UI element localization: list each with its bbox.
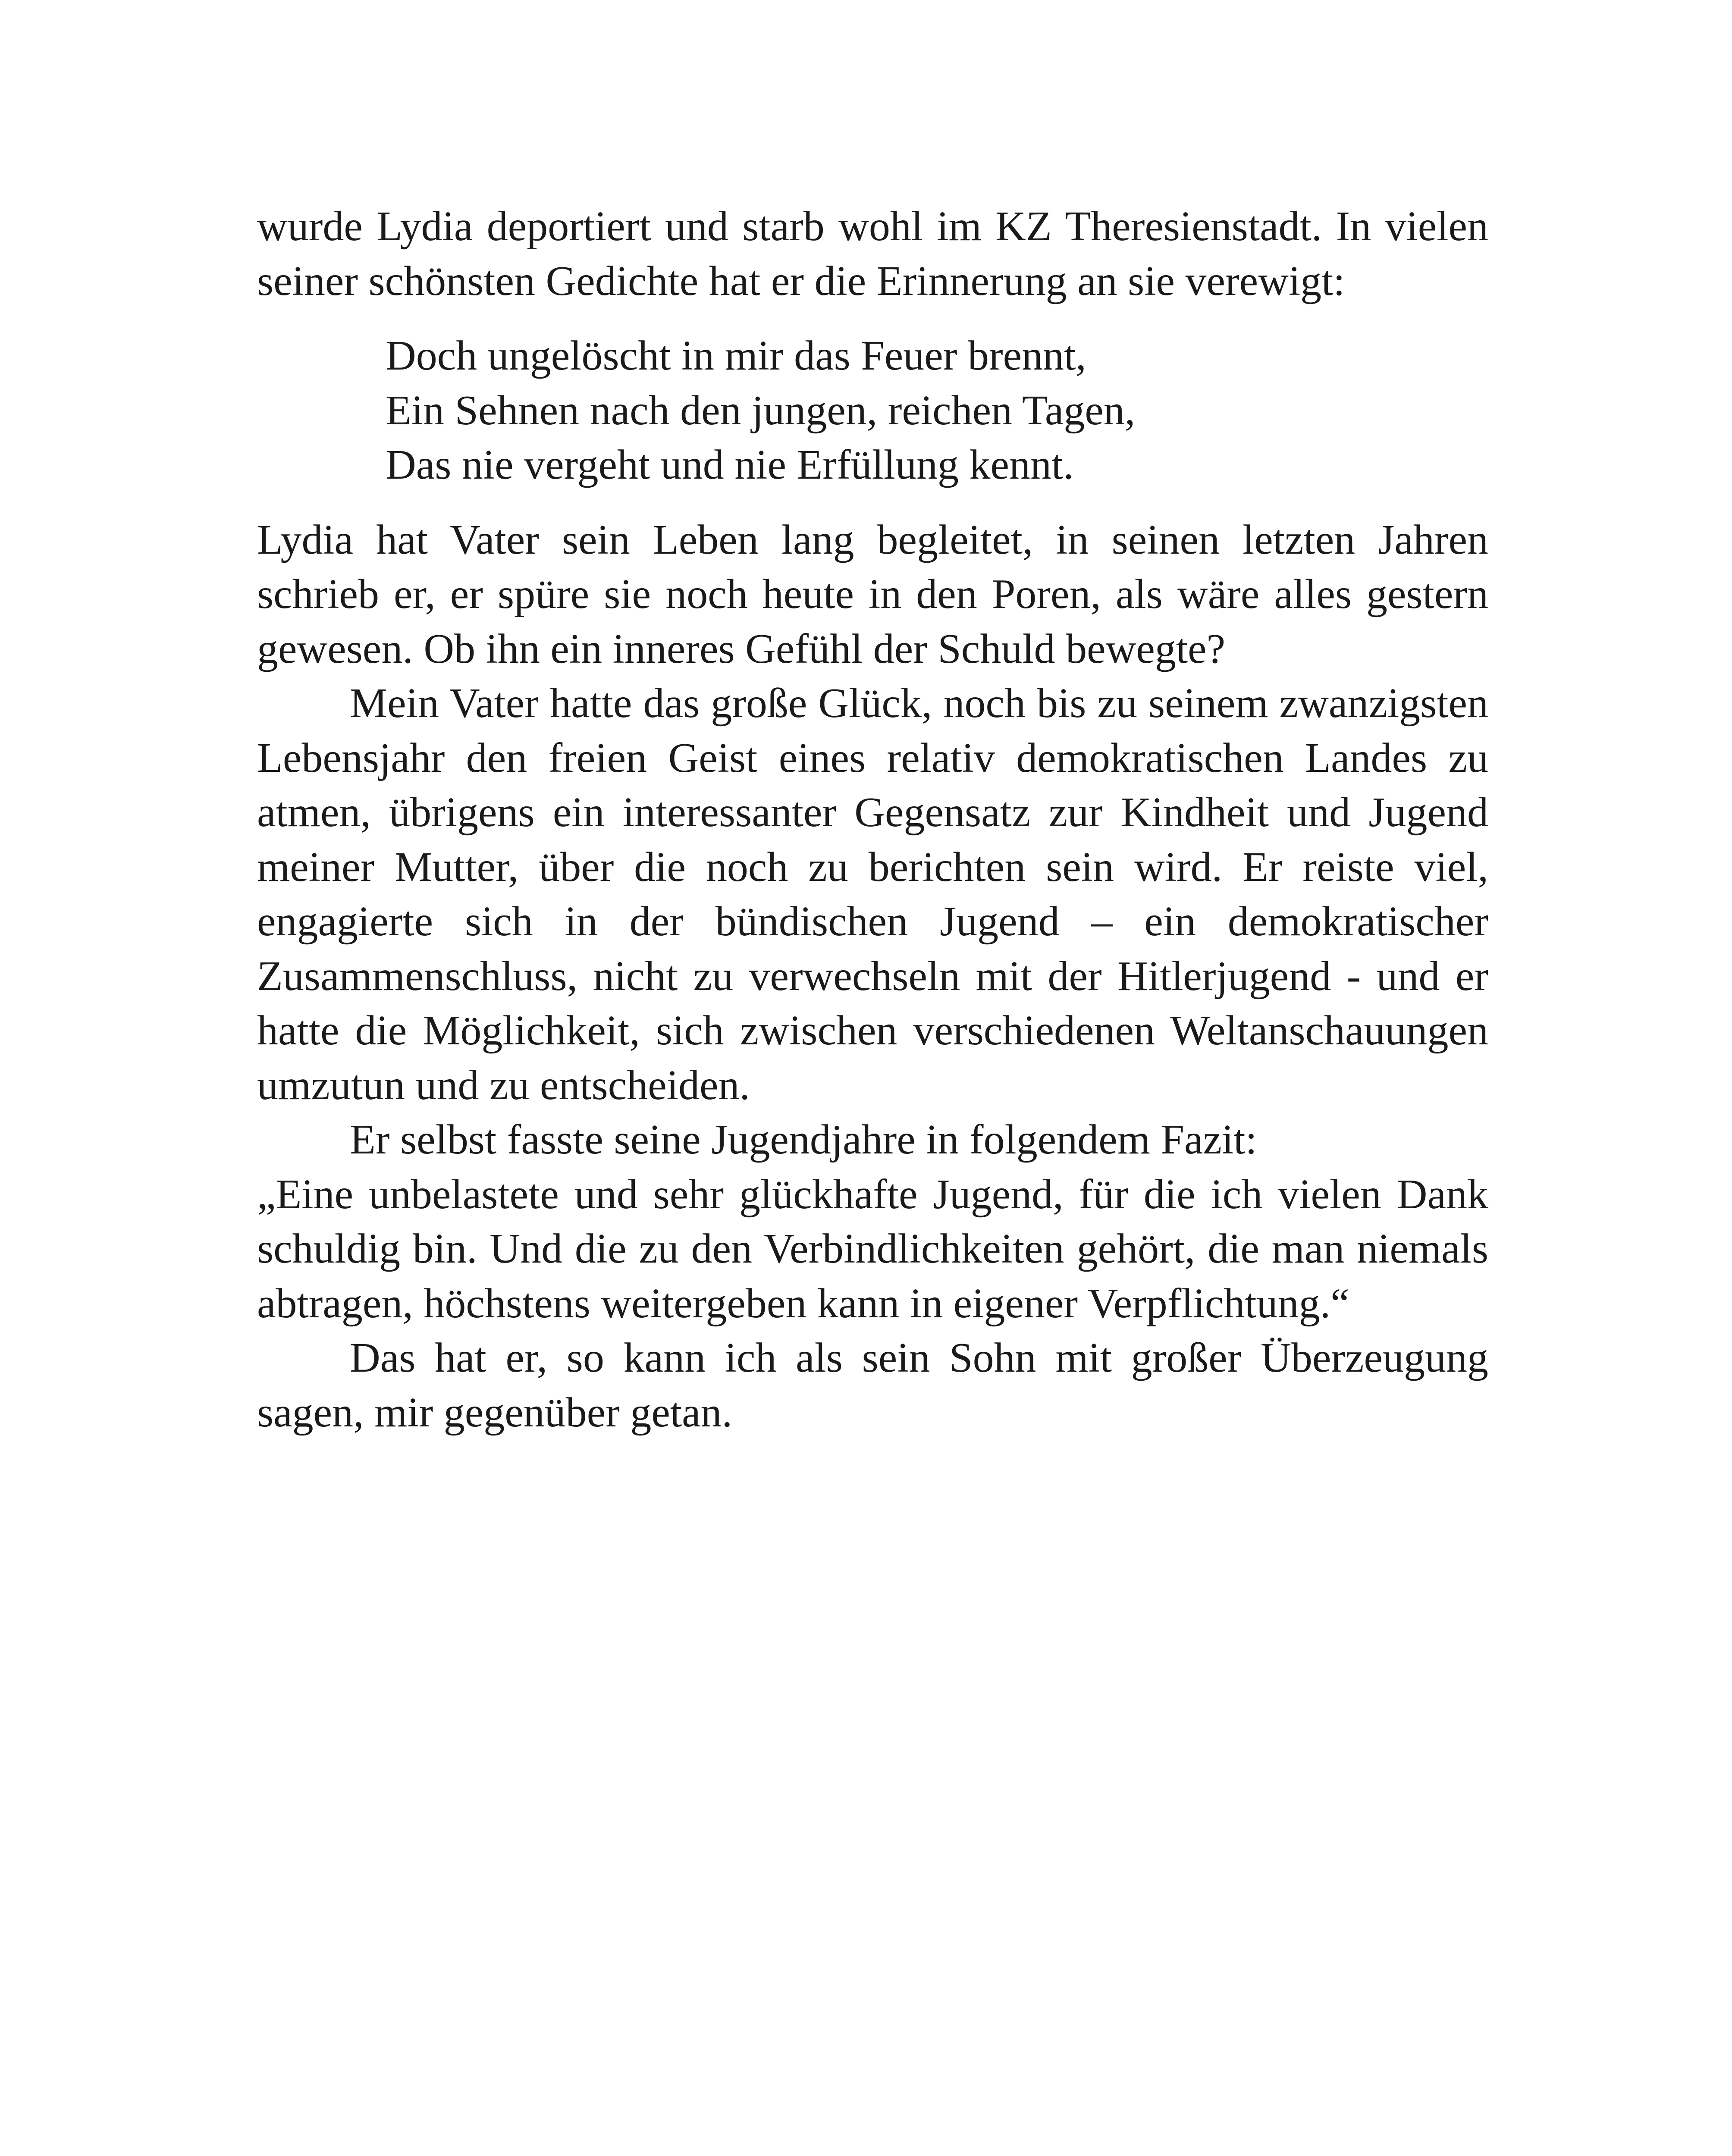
poem-quote	[386, 329, 1488, 492]
paragraph-father-quote: „Eine unbelastete und sehr glückhafte Jugend, für die ich vielen Dank schuldig bin. Und die zu den Verbindlichkeiten gehört, die man niemals abtragen, höchstens weitergeben kann in eigener Verpflichtung.“	[257, 1171, 1488, 1327]
body-text	[257, 199, 1488, 1440]
paragraph-father-youth: Mein Vater hatte das große Glück, noch bis zu seinem zwanzigsten Lebensjahr den freien Geist eines relativ demokratischen Landes zu atmen, übrigens ein interessanter Gegensatz zur Kindheit und Jugend meiner Mutter, über die noch zu berichten sein wird. Er reiste viel, engagierte sich in der bündischen Jugend – ein demokratischer Zusammenschluss, nicht zu verwechseln mit der Hitlerjugend - und er hatte die Möglichkeit, sich zwischen verschiedenen Weltanschauungen umzutun und zu entscheiden.	[257, 680, 1488, 1109]
verse-line: Das nie vergeht und nie Erfüllung kennt.	[386, 442, 1074, 488]
paragraph-son-statement: Das hat er, so kann ich als sein Sohn mit großer Überzeugung sagen, mir gegenüber getan.	[257, 1335, 1488, 1436]
verse-line: Ein Sehnen nach den jungen, reichen Tagen,	[386, 387, 1136, 434]
verse-line: Doch ungelöscht in mir das Feuer brennt,	[386, 332, 1086, 379]
paragraph-lydia: Lydia hat Vater sein Leben lang begleitet, in seinen letzten Jahren schrieb er, er spüre sie noch heute in den Poren, als wäre alles gestern gewesen. Ob ihn ein inneres Gefühl der Schuld bewegte?	[257, 516, 1488, 672]
paragraph-deportation: wurde Lydia deportiert und starb wohl im KZ Theresienstadt. In vielen seiner schönsten Gedichte hat er die Erinnerung an sie verewigt:	[257, 203, 1488, 304]
paragraph-conclusion-intro: Er selbst fasste seine Jugendjahre in folgendem Fazit:	[350, 1116, 1257, 1163]
